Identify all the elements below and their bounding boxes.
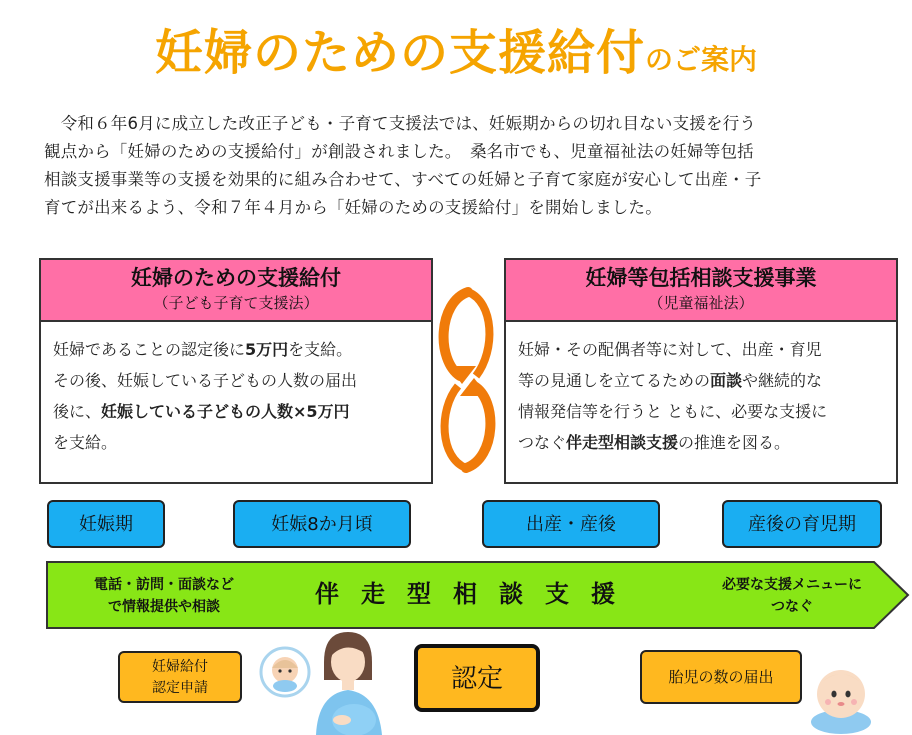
- amount-text: 5万円: [245, 340, 289, 359]
- text: 妊婦であることの認定後に: [53, 340, 246, 359]
- button-line: 認定申請: [152, 680, 208, 696]
- text: つなぐ: [518, 433, 567, 452]
- support-benefit-body: [41, 322, 431, 458]
- consultation-support-heading: 妊婦等包括相談支援事業: [585, 266, 817, 290]
- button-line: 妊婦給付: [152, 659, 208, 675]
- support-benefit-header: [41, 260, 431, 322]
- consultation-support-law: （児童福祉法）: [648, 294, 754, 312]
- text: の推進を図る。: [678, 433, 791, 452]
- band-left-text: [66, 574, 262, 618]
- text: を支給。: [53, 433, 118, 452]
- band-right-line: 必要な支援メニューに: [722, 577, 862, 593]
- text: その後、妊娠している子どもの人数の届出: [53, 371, 358, 390]
- consultation-support-box: [504, 258, 898, 484]
- text: 等の見通しを立てるための: [518, 371, 711, 390]
- intro-paragraph: 令和６年6月に成立した改正子ども・子育て支援法では、妊娠期からの切れ目ない支援を行う 観点から「妊婦のための支援給付」が創設されました。 桑名市でも、児童福祉法の妊婦等包括 相談支援事業等の支援を効果的に組み合わせて、すべての妊婦と子育て家庭が安心して出産・子 育てが出来るよう、令和７年４月から「妊婦のための支援給付」を開始しました。: [44, 114, 762, 217]
- title-sub: のご案内: [645, 43, 758, 76]
- certification-application-button: [118, 651, 242, 703]
- band-left-line: で情報提供や相談: [108, 599, 220, 615]
- pregnant-woman-illustration: [306, 628, 390, 735]
- support-benefit-box: [39, 258, 433, 484]
- support-benefit-heading: 妊婦のための支援給付: [131, 266, 341, 290]
- text: を支給。: [288, 340, 353, 359]
- title-main: 妊婦のための支援給付: [154, 25, 645, 81]
- stage-eighth-month: 妊娠8か月頃: [233, 500, 411, 548]
- text: 妊婦・その配偶者等に対して、出産・育児: [518, 340, 822, 359]
- consultation-support-header: [506, 260, 896, 322]
- band-right-text: [692, 574, 892, 618]
- emphasis-text: 伴走型相談支援: [566, 433, 679, 452]
- stage-childcare: 産後の育児期: [722, 500, 882, 548]
- text: 情報発信等を行うと ともに、必要な支援に: [518, 402, 828, 421]
- fetus-count-notification-button: 胎児の数の届出: [640, 650, 802, 704]
- baby-thought-icon: [258, 646, 312, 698]
- band-right-line: つなぐ: [771, 599, 813, 615]
- band-center-text: 伴走型相談支援: [315, 580, 637, 608]
- certification-button: 認定: [414, 644, 540, 712]
- text: 後に、: [53, 402, 102, 421]
- page-title: [0, 14, 912, 83]
- stage-pregnancy: 妊娠期: [47, 500, 165, 548]
- band-left-line: 電話・訪問・面談など: [94, 577, 234, 593]
- amount-text: 妊娠している子どもの人数×5万円: [101, 402, 350, 421]
- text: や継続的な: [742, 371, 823, 390]
- baby-illustration: [806, 662, 876, 734]
- stage-birth-postpartum: 出産・産後: [482, 500, 660, 548]
- emphasis-text: 面談: [710, 371, 743, 390]
- cycle-arrows-icon: [430, 280, 504, 480]
- support-benefit-law: （子ども子育て支援法）: [153, 294, 319, 312]
- consultation-support-body: [506, 322, 896, 458]
